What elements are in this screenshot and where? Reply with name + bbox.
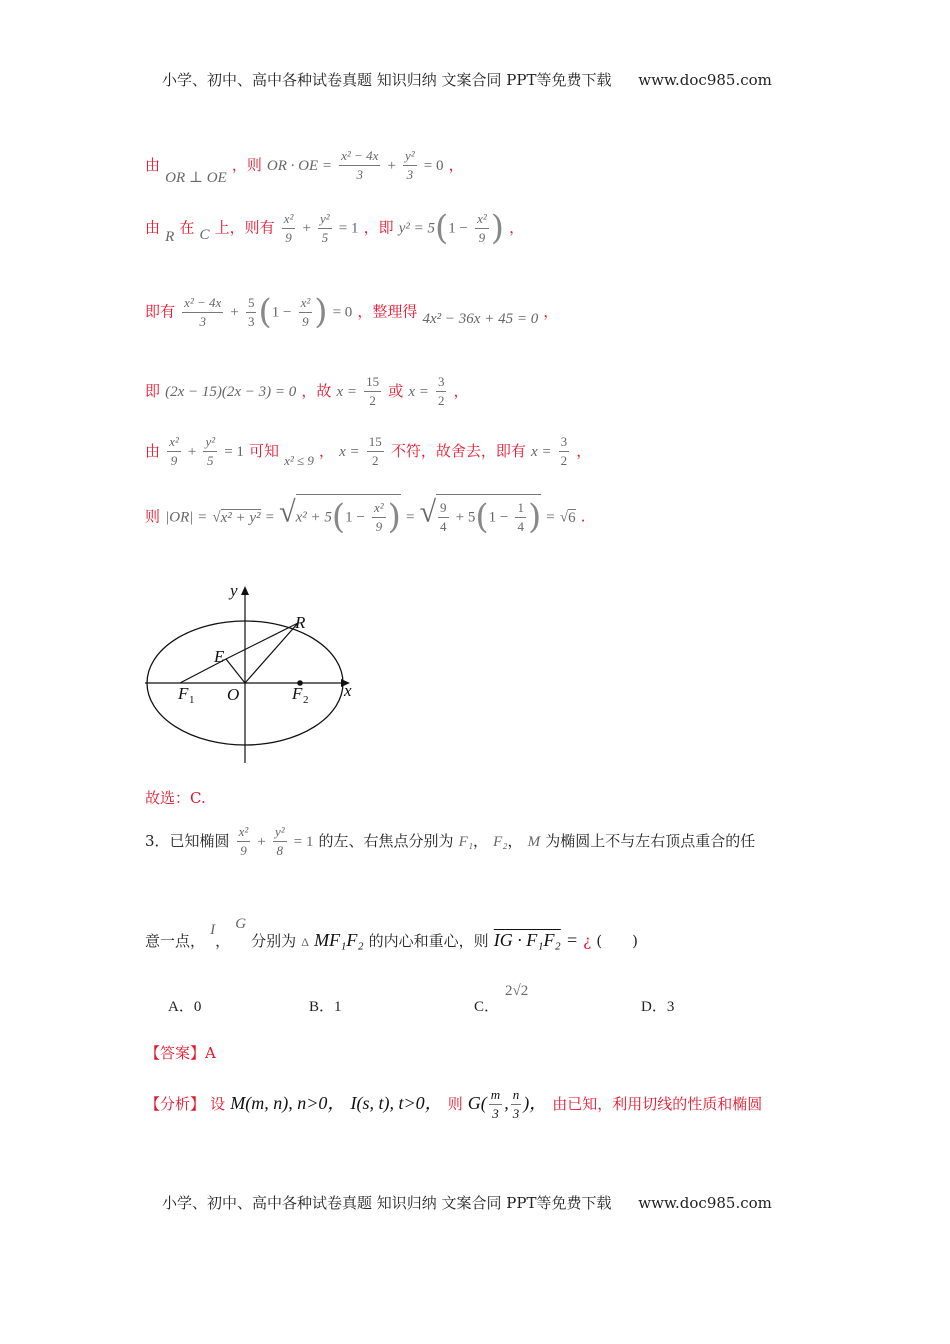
text: 则	[447, 1095, 463, 1113]
math: F₁	[458, 834, 474, 850]
text: 在	[179, 218, 195, 237]
text: 意一点，	[145, 932, 206, 950]
analysis-line: 【分析】 设 M(m, n), n>0， I(s, t), t>0， 则 G( $\frac{m}{3}$ , $\frac{n}{3}$ )， 由已知，利用切线的性质和椭圆	[145, 1087, 763, 1121]
math: 6	[568, 509, 576, 526]
answer-value: A	[205, 1044, 216, 1062]
page-header	[162, 69, 772, 90]
math: y² = 5	[398, 220, 435, 237]
text: 即	[145, 382, 161, 400]
footer-url: www.doc985.com	[638, 1194, 772, 1212]
text: 则	[145, 507, 161, 526]
fraction: $\frac{15}{2}$	[368, 434, 382, 468]
f2-label: F	[292, 684, 303, 703]
math: ¿	[583, 932, 592, 950]
analysis-label: 【分析】	[145, 1095, 206, 1113]
text: 可知	[249, 442, 280, 460]
header-url: www.doc985.com	[638, 71, 772, 89]
segment-o-r	[245, 623, 298, 683]
math: =	[546, 509, 555, 526]
text: 由	[145, 156, 161, 174]
text: 的左、右焦点分别为	[318, 832, 454, 850]
text: 的内心和重心，则	[368, 932, 489, 950]
text: ，	[509, 218, 525, 237]
math: = 1	[293, 834, 314, 850]
solution-line-3: 即有 $\frac{\text{x² − 4x}}{3}$ + $\frac{5}{3}$ (1 − $\frac{\text{x²}}{9}$ ) = 0 ，整理得 4x² − 36x + 45 = 0 ，	[145, 292, 559, 332]
math: =	[565, 930, 579, 950]
fraction: $\frac{\text{x² − 4x}}{3}$	[184, 294, 222, 329]
fraction: $\frac{\text{y²}}{8}$	[274, 824, 285, 858]
answer-choice: 故选：C.	[145, 789, 206, 807]
math: x² + y²	[220, 509, 261, 526]
fraction: $\frac{\text{x²}}{9}$	[477, 210, 487, 245]
math: OR ⊥ OE	[165, 170, 227, 186]
o-label: O	[227, 685, 240, 704]
fraction: $\frac{\text{x²}}{9}$	[300, 294, 311, 329]
footer-title: 小学、初中、高中各种试卷真题 知识归纳 文案合同 PPT等免费下载	[162, 1194, 612, 1212]
f1-sub: 1	[189, 694, 195, 706]
fraction: $\frac{\text{x²}}{9}$	[283, 210, 294, 245]
text: ，则	[231, 156, 262, 174]
f1-label: F	[178, 684, 189, 703]
math: R	[165, 228, 175, 245]
text: 由已知，利用切线的性质和椭圆	[552, 1095, 763, 1113]
math: =	[265, 509, 275, 526]
math: M	[527, 834, 541, 850]
fraction: $\frac{\text{x²}}{9}$	[373, 499, 384, 534]
math: G(	[467, 1093, 487, 1113]
header-title: 小学、初中、高中各种试卷真题 知识归纳 文案合同 PPT等免费下载	[162, 71, 612, 89]
ellipse-diagram	[140, 578, 370, 768]
math: =	[406, 509, 415, 526]
text: 分别为	[251, 932, 297, 950]
r-label: R	[295, 613, 306, 632]
math: x² + 5	[295, 509, 332, 526]
math: G	[235, 916, 247, 932]
text: ( )	[596, 932, 638, 950]
question-number: 3．已知椭圆	[145, 832, 230, 850]
math: MF₁F₂	[314, 930, 364, 950]
fraction: $\frac{n}{3}$	[512, 1087, 520, 1121]
text: .	[580, 507, 586, 526]
math: x =	[530, 444, 552, 460]
solution-line-5: 由 $\frac{\text{x²}}{9}$ + $\frac{\text{y²}}{5}$ = 1 可知 $_{x^2 \le 9}$ ， x = $\frac{15}{2}$ 不符，故舍去，即有 x = $\frac{3}{2}$ ，	[145, 434, 592, 468]
math: (2x − 15)(2x − 3) = 0	[165, 384, 297, 400]
text: 由	[145, 442, 161, 460]
math: = 1	[224, 444, 244, 460]
solution-line-4	[145, 373, 469, 410]
fraction: $\frac{\text{y²}}{5}$	[320, 210, 330, 245]
text: ，	[576, 442, 592, 460]
text: 由	[145, 218, 161, 237]
text: 或	[388, 382, 404, 400]
text: ，	[453, 382, 469, 400]
question-line-1: 3．已知椭圆 $\frac{\text{x²}}{9}$ + $\frac{\text{y²}}{8}$ = 1 的左、右焦点分别为 F₁， F₂， M 为椭圆上不与左右顶点重合的任	[145, 824, 756, 858]
math: F₂	[493, 834, 508, 850]
math: = 1	[338, 220, 359, 237]
page-footer	[162, 1192, 772, 1213]
math: I	[210, 922, 216, 938]
text: ，	[319, 442, 335, 460]
text: 设	[210, 1095, 226, 1113]
text: 即有	[145, 302, 176, 321]
math: IG · F₁F₂	[493, 930, 561, 950]
fraction: $\frac{15}{2}$	[366, 374, 380, 408]
math: Δ	[301, 935, 309, 949]
math: 4x² − 36x + 45 = 0	[422, 310, 539, 327]
math: I(s, t), t>0，	[350, 1093, 443, 1113]
f2-sub: 2	[303, 694, 309, 706]
e-label: E	[214, 647, 225, 666]
segment-e-r	[226, 623, 298, 659]
fraction: $\frac{3}{2}$	[437, 374, 445, 408]
text: ，故	[301, 382, 332, 400]
fraction: $\frac{\text{x²}}{9}$	[238, 824, 249, 858]
math: M(m, n), n>0，	[230, 1093, 346, 1113]
math: OR · OE =	[266, 158, 333, 174]
math: x =	[336, 384, 358, 400]
fraction: $\frac{m}{3}$	[490, 1087, 501, 1121]
math: = 0	[332, 304, 353, 321]
text: ，整理得	[357, 302, 418, 321]
text: ，即	[363, 218, 394, 237]
fraction: $\frac{\text{y²}}{3}$	[405, 148, 415, 182]
solution-line-6: 则 |OR| = √x² + y² = √x² + 5(1 − $\frac{\text{x²}}{9}$ ) = √ $\frac{9}{4}$ + 5(1 − $\frac{1}{4}$ ) = √6 .	[145, 495, 586, 537]
fraction: $\frac{1}{4}$	[517, 499, 524, 534]
fraction: $\frac{9}{4}$	[440, 499, 447, 534]
y-axis-arrow	[241, 586, 249, 595]
option-c-value: 2√2	[505, 983, 529, 999]
text: ，	[448, 156, 464, 174]
solution-line-1: 由 OR ⊥ OE ，则 OR · OE = $\frac{\text{x² − 4x}}{3}$ + $\frac{\text{y²}}{3}$ = 0 ，	[145, 148, 464, 186]
fraction: $\frac{5}{3}$	[247, 294, 255, 329]
option-a: A．0	[168, 999, 202, 1015]
math: + 5	[455, 509, 476, 526]
segment-o-e	[226, 659, 245, 683]
y-label: y	[230, 581, 238, 600]
math: = 0	[423, 158, 444, 174]
option-d: D．3	[641, 999, 675, 1015]
math: C	[199, 226, 210, 243]
text: 不符，故舍去，即有	[390, 442, 526, 460]
text: 上，则有	[214, 218, 275, 237]
question-line-2: 意一点， I， G 分别为 Δ MF₁F₂ 的内心和重心，则 IG · F₁F₂ = ¿ ( )	[145, 916, 638, 950]
answer-line	[145, 1042, 216, 1063]
math: x =	[339, 444, 360, 460]
fraction: $\frac{\text{y²}}{5}$	[205, 434, 216, 468]
math: |OR| =	[165, 509, 208, 526]
fraction: $\frac{\text{x² − 4x}}{3}$	[341, 148, 379, 182]
option-b: B．1	[309, 999, 342, 1015]
text: 为椭圆上不与左右顶点重合的任	[545, 832, 756, 850]
fraction: $\frac{\text{x²}}{9}$	[169, 434, 179, 468]
math: x² ≤ 9	[284, 453, 314, 468]
text: ，	[543, 302, 559, 321]
fraction: $\frac{3}{2}$	[560, 434, 568, 468]
solution-line-2: 由 R 在 C 上，则有 $\frac{\text{x²}}{9}$ + $\frac{\text{y²}}{5}$ = 1 ，即 y² = 5(1 − $\frac{\text{x²}}{9}$ ) ，	[145, 208, 525, 248]
math: x =	[408, 384, 429, 400]
x-label: x	[344, 681, 352, 700]
option-c: C．	[474, 999, 500, 1015]
answer-label: 【答案】	[145, 1044, 206, 1062]
